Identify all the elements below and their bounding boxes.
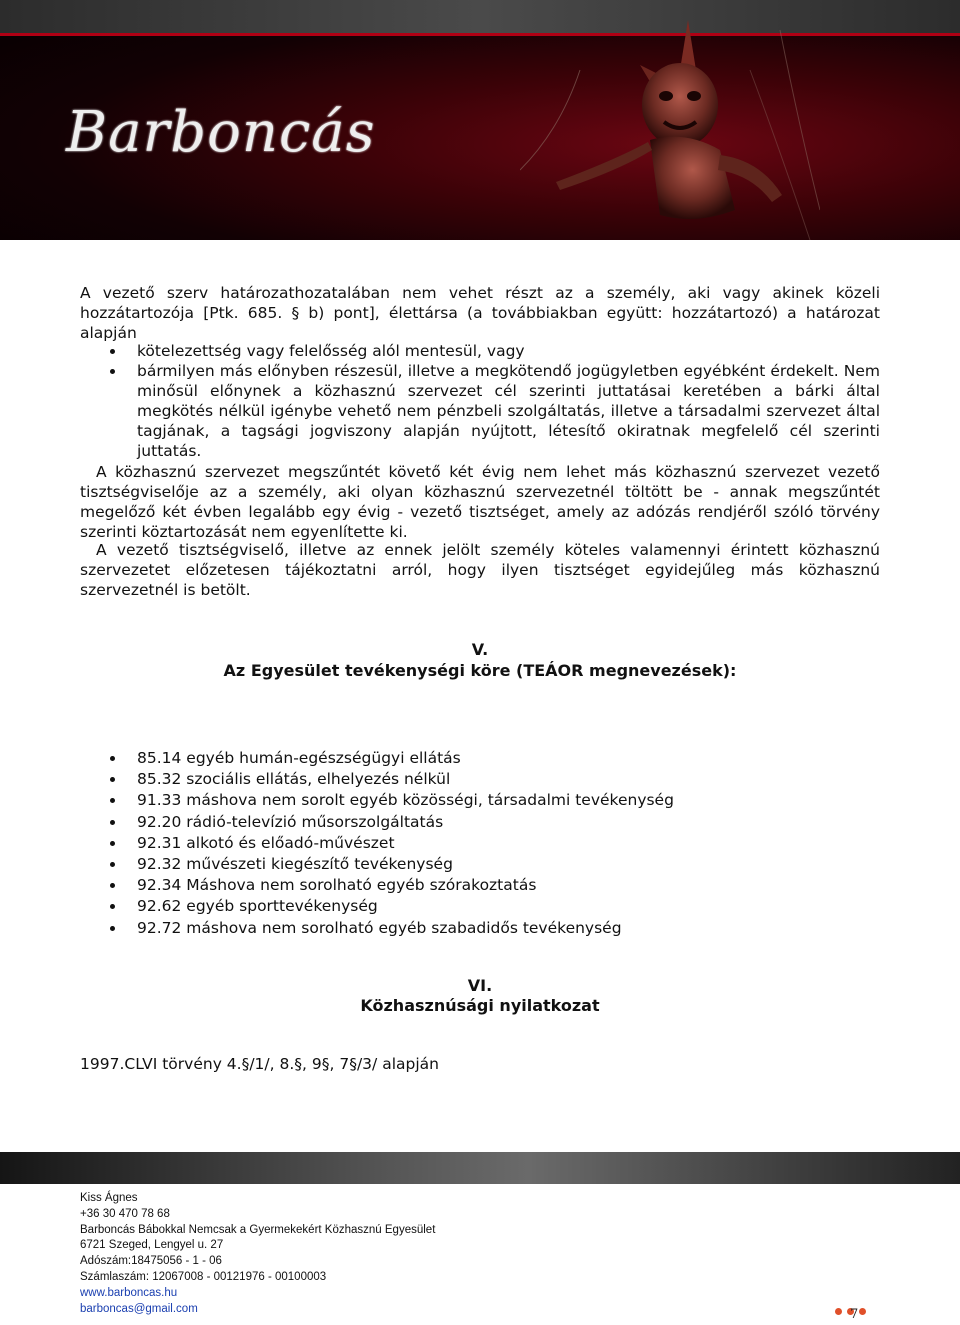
address: 6721 Szeged, Lengyel u. 27: [80, 1239, 224, 1252]
list-item: 91.33 máshova nem sorolt egyéb közösségi, társadalmi tevékenység: [80, 790, 880, 811]
section-v-number: V.: [471, 640, 489, 659]
puppet-image: [520, 10, 820, 240]
contact-name: Kiss Ágnes: [80, 1192, 138, 1204]
page-number: 7: [850, 1307, 859, 1322]
section-v-title: Az Egyesület tevékenységi köre (TEÁOR megnevezések):: [223, 661, 737, 680]
footer-contact: [80, 1191, 435, 1317]
paragraph-notification: A vezető tisztségviselő, illetve az ennek jelölt személy köteles valamennyi érintett közhasznú szervezetet előzetesen tájékoztatni arról, hogy ilyen tisztséget egyidejűleg más közhasznú szervezetnél is betölt.: [80, 541, 880, 599]
list-item: kötelezettség vagy felelősség alól mentesül, vagy: [80, 341, 880, 361]
logo: Barboncás: [66, 100, 376, 165]
condition-list: [80, 341, 880, 461]
list-item: 92.32 művészeti kiegészítő tevékenység: [80, 854, 880, 875]
list-item: 92.31 alkotó és előadó-művészet: [80, 833, 880, 854]
section-vi-title: Közhasznúsági nyilatkozat: [360, 996, 600, 1015]
account-number: Számlaszám: 12067008 - 00121976 - 00100003: [80, 1270, 327, 1283]
header-banner: [0, 0, 960, 240]
list-item: bármilyen más előnyben részesül, illetve a megkötendő jogügyletben egyébként érdekelt. Nem minősül előnynek a közhasznú szervezet cél szerinti juttatásai keretében a bárki által megkötés nélkül igénybe vehető nem pénzbeli szolgáltatás, illetve a társadalmi szervezet által tagjának, a tagsági jogviszony alapján nyújtott, létesítő okiratnak megfelelő cél szerinti juttatás.: [80, 361, 880, 461]
intro-paragraph: A vezető szerv határozathozatalában nem vehet részt az a személy, aki vagy akinek közeli hozzátartozója [Ptk. 685. § b) pont], élettársa (a továbbiakban együtt: hozzátartozó) a határozat alapján: [80, 284, 880, 342]
website-link[interactable]: www.barboncas.hu: [80, 1286, 178, 1299]
list-item: 85.14 egyéb humán-egészségügyi ellátás: [80, 748, 880, 769]
list-item: 85.32 szociális ellátás, elhelyezés nélkül: [80, 769, 880, 790]
tax-number: Adószám:18475056 - 1 - 06: [80, 1255, 222, 1268]
list-item: 92.34 Máshova nem sorolható egyéb szórakoztatás: [80, 875, 880, 896]
teaor-list: [80, 748, 880, 939]
email-link[interactable]: barboncas@gmail.com: [80, 1302, 198, 1315]
list-item: 92.72 máshova nem sorolható egyéb szabadidős tevékenység: [80, 918, 880, 939]
paragraph-dissolution: A közhasznú szervezet megszűntét követő két évig nem lehet más közhasznú szervezet vezető tisztségviselője az a személy, aki olyan közhasznú szervezetnél töltött be - annak megszűntét megelőző két évben legalább egy évig - vezető tisztséget, amely az adózás rendjéről szóló törvény szerinti köztartozását nem egyenlítette ki.: [80, 463, 880, 541]
list-item: 92.20 rádió-televízió műsorszolgáltatás: [80, 812, 880, 833]
organization-name: Barboncás Bábokkal Nemcsak a Gyermekekért Közhasznú Egyesület: [80, 1223, 436, 1236]
section-vi-number: VI.: [467, 976, 493, 995]
contact-phone: +36 30 470 78 68: [80, 1207, 170, 1220]
footer-bar: [0, 1152, 960, 1184]
list-item: 92.62 egyéb sporttevékenység: [80, 896, 880, 917]
law-reference: 1997.CLVI törvény 4.§/1/, 8.§, 9§, 7§/3/ alapján: [80, 1055, 439, 1073]
